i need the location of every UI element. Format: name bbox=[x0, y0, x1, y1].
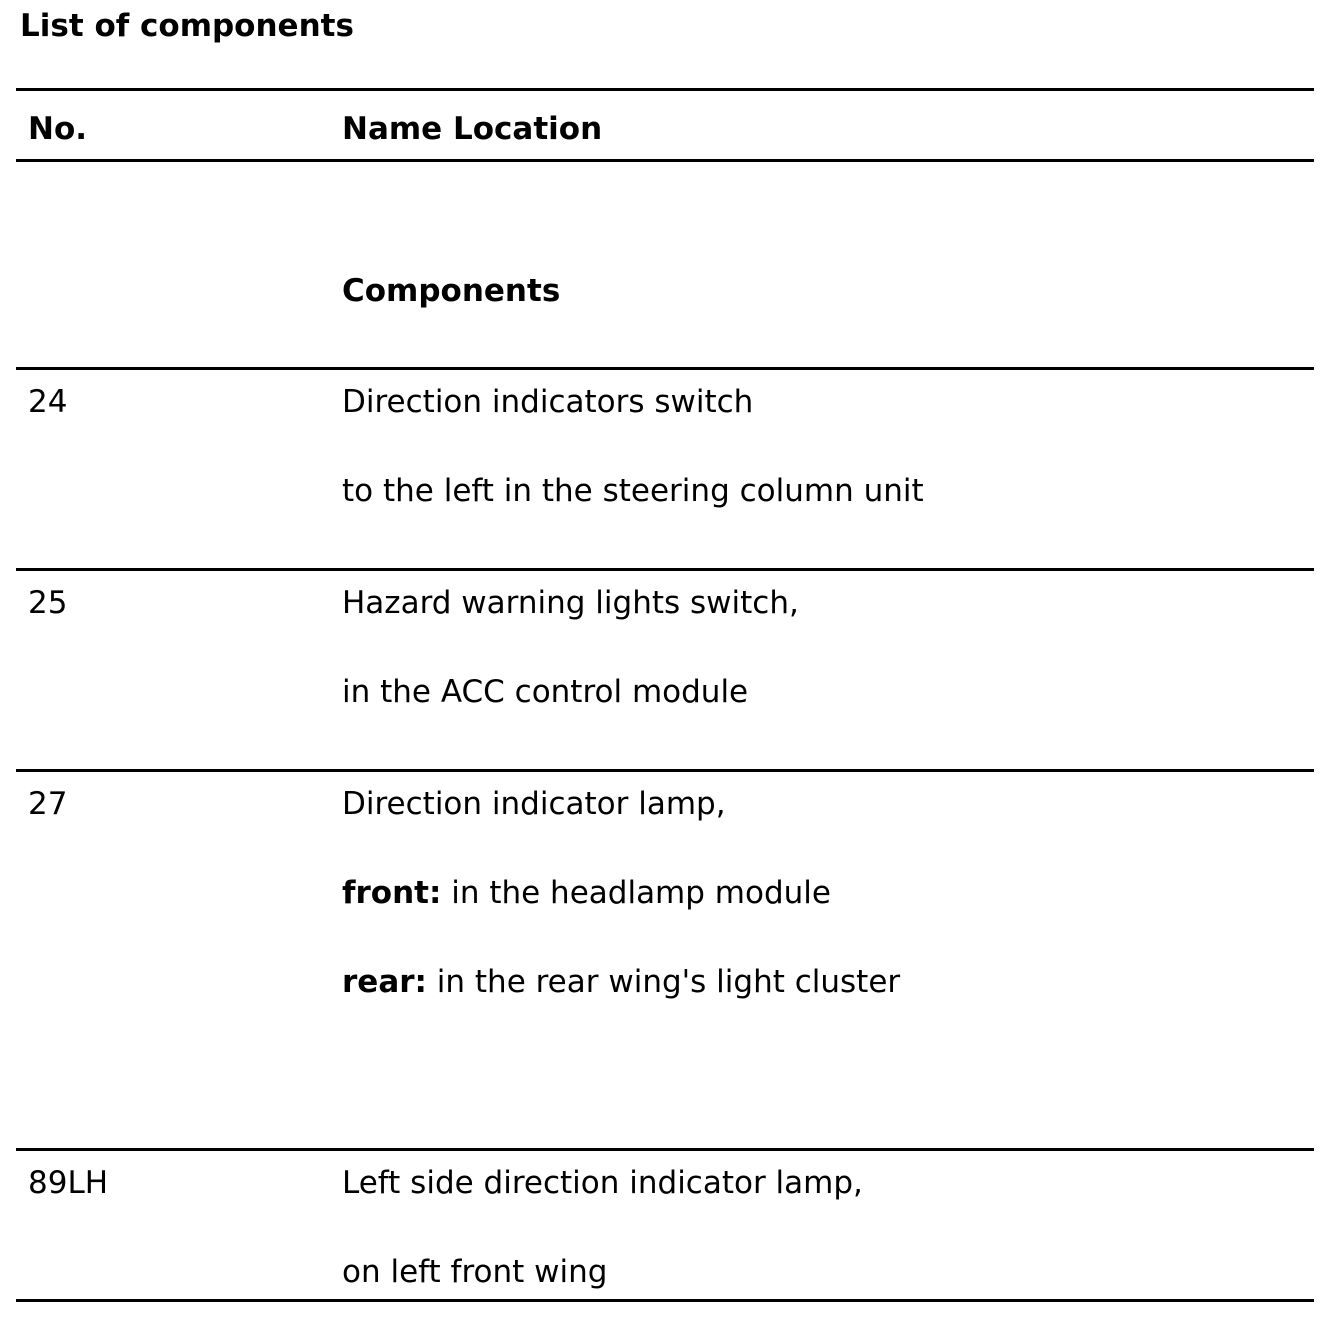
row-number: 25 bbox=[28, 585, 68, 621]
row-number: 89LH bbox=[28, 1165, 109, 1201]
component-location: on left front wing bbox=[342, 1254, 608, 1290]
component-name: Left side direction indicator lamp, bbox=[342, 1165, 863, 1201]
component-name: Direction indicator lamp, bbox=[342, 786, 726, 822]
table-bottom-rule bbox=[16, 1299, 1314, 1302]
header-bottom-rule bbox=[16, 159, 1314, 162]
section-label-components: Components bbox=[342, 273, 561, 309]
component-location-rear bbox=[342, 962, 900, 1002]
component-location: in the ACC control module bbox=[342, 674, 749, 710]
component-location-front bbox=[342, 873, 831, 913]
component-name: Hazard warning lights switch, bbox=[342, 585, 799, 621]
component-name: Direction indicators switch bbox=[342, 384, 754, 420]
row-divider bbox=[16, 568, 1314, 571]
row-divider bbox=[16, 367, 1314, 370]
location-label-front: front: bbox=[342, 875, 442, 911]
component-location: to the left in the steering column unit bbox=[342, 473, 924, 509]
row-number: 27 bbox=[28, 786, 68, 822]
table-top-rule bbox=[16, 88, 1314, 91]
row-number: 24 bbox=[28, 384, 68, 420]
location-text-rear: in the rear wing's light cluster bbox=[426, 964, 901, 1000]
page-title: List of components bbox=[20, 8, 354, 44]
row-divider bbox=[16, 1148, 1314, 1151]
header-name-location: Name Location bbox=[342, 111, 603, 147]
location-label-rear: rear: bbox=[342, 964, 427, 1000]
location-text-front: in the headlamp module bbox=[441, 875, 831, 911]
header-no: No. bbox=[28, 111, 88, 147]
row-divider bbox=[16, 769, 1314, 772]
